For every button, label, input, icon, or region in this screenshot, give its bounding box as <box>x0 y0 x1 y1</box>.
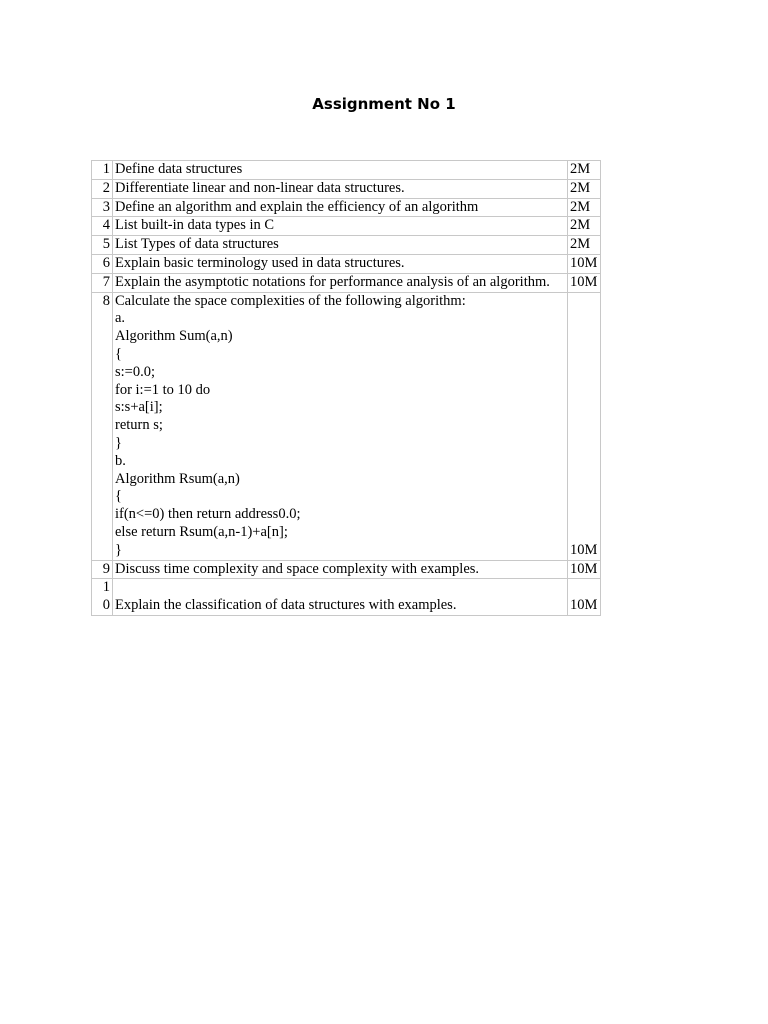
question-line: Calculate the space complexities of the following algorithm: <box>115 292 466 309</box>
question-number: 2 <box>92 179 113 198</box>
question-line: return s; <box>115 417 163 434</box>
question-number: 4 <box>92 217 113 236</box>
question-number: 1 0 <box>92 579 113 616</box>
question-text <box>113 292 568 560</box>
question-text: Discuss time complexity and space complexity with examples. <box>113 560 568 579</box>
question-line: { <box>115 488 122 505</box>
question-text: Define data structures <box>113 161 568 180</box>
assignment-table <box>91 160 601 616</box>
question-text: List built-in data types in C <box>113 217 568 236</box>
table-row <box>92 198 601 217</box>
question-line: } <box>115 541 122 558</box>
question-line: Algorithm Sum(a,n) <box>115 328 233 345</box>
question-number: 3 <box>92 198 113 217</box>
table-row <box>92 579 601 616</box>
question-marks: 10M <box>568 292 601 560</box>
question-marks: 10M <box>568 254 601 273</box>
table-row <box>92 254 601 273</box>
question-marks: 2M <box>568 236 601 255</box>
question-marks: 10M <box>568 579 601 616</box>
question-line: for i:=1 to 10 do <box>115 381 211 398</box>
question-text: Explain the asymptotic notations for performance analysis of an algorithm. <box>113 273 568 292</box>
question-text: List Types of data structures <box>113 236 568 255</box>
question-text: Differentiate linear and non-linear data structures. <box>113 179 568 198</box>
question-line: a. <box>115 310 126 327</box>
table-row <box>92 560 601 579</box>
question-marks: 10M <box>568 273 601 292</box>
question-line: if(n<=0) then return address0.0; <box>115 506 301 523</box>
question-text: Explain the classification of data structures with examples. <box>113 579 568 616</box>
question-line: { <box>115 345 122 362</box>
question-marks: 2M <box>568 179 601 198</box>
question-line: Algorithm Rsum(a,n) <box>115 470 240 487</box>
question-marks: 2M <box>568 217 601 236</box>
page-title: Assignment No 1 <box>312 95 456 113</box>
question-number: 1 <box>92 161 113 180</box>
question-line: b. <box>115 452 126 469</box>
question-number: 6 <box>92 254 113 273</box>
table-row <box>92 273 601 292</box>
question-text: Define an algorithm and explain the efficiency of an algorithm <box>113 198 568 217</box>
table-row <box>92 292 601 560</box>
table-row <box>92 179 601 198</box>
table-row <box>92 236 601 255</box>
question-number: 8 <box>92 292 113 560</box>
question-number: 5 <box>92 236 113 255</box>
question-number: 9 <box>92 560 113 579</box>
question-marks: 10M <box>568 560 601 579</box>
question-marks: 2M <box>568 161 601 180</box>
question-number: 7 <box>92 273 113 292</box>
question-line: s:=0.0; <box>115 363 156 380</box>
question-text: Explain basic terminology used in data structures. <box>113 254 568 273</box>
question-line: s:s+a[i]; <box>115 399 163 416</box>
question-marks: 2M <box>568 198 601 217</box>
question-line: } <box>115 434 122 451</box>
table-row <box>92 217 601 236</box>
question-line: else return Rsum(a,n-1)+a[n]; <box>115 523 288 540</box>
table-row <box>92 161 601 180</box>
